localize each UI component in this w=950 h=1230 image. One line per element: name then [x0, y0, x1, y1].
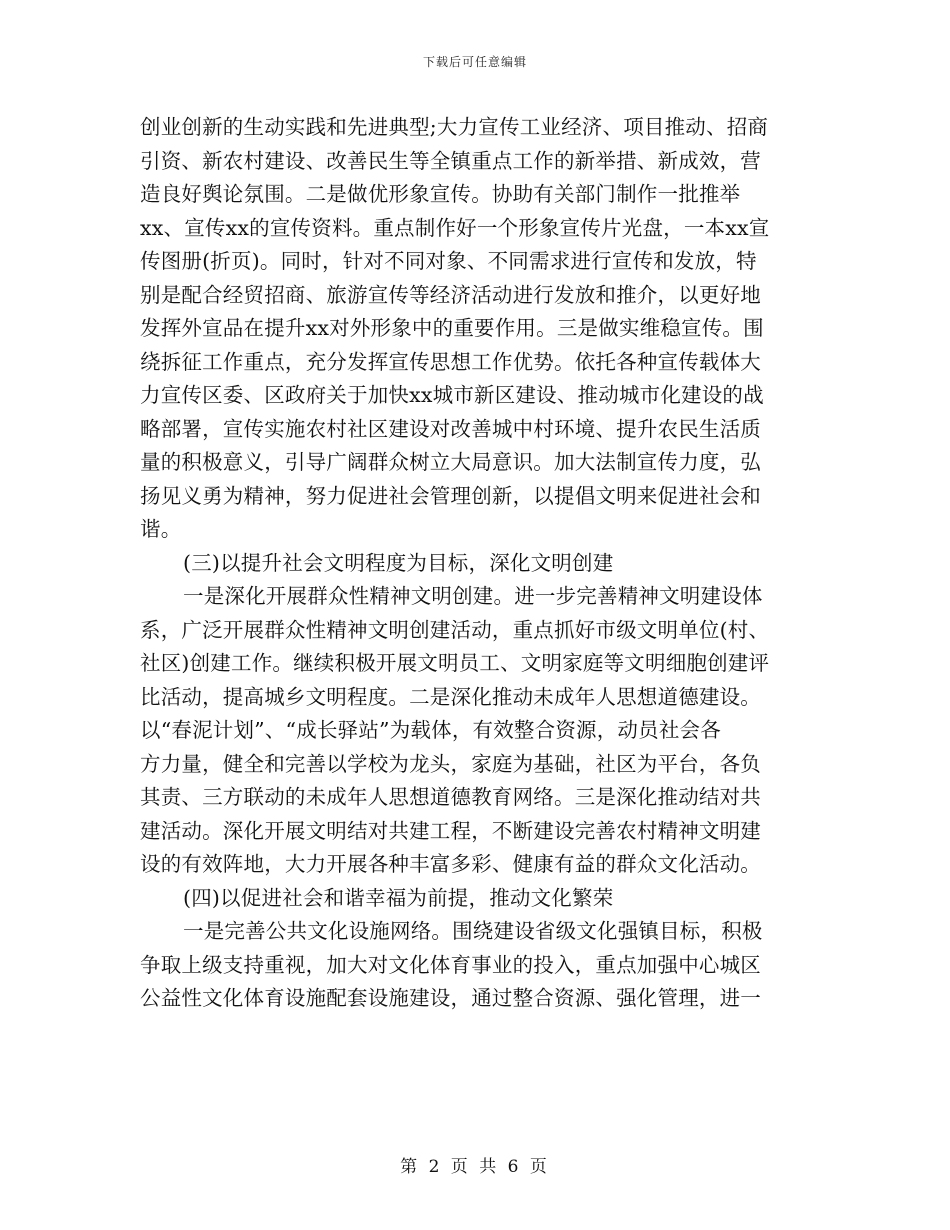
- text-line: 一是完善公共文化设施网络。围绕建设省级文化强镇目标，积极: [183, 919, 763, 943]
- text-line: 公益性文化体育设施配套设施建设，通过整合资源、强化管理，进一: [140, 986, 761, 1010]
- text-line: xx、宣传xx的宣传资料。重点制作好一个形象宣传片光盘，一本xx宣: [140, 215, 770, 240]
- text-line: 传图册(折页)。同时，针对不同对象、不同需求进行宣传和发放，特: [140, 249, 757, 273]
- text-line: 引资、新农村建设、改善民生等全镇重点工作的新举措、新成效，营: [140, 148, 761, 173]
- document-body: [140, 111, 810, 1016]
- text-line: 造良好舆论氛围。二是做优形象宣传。协助有关部门制作一批推举: [140, 182, 741, 206]
- text-line: 其责、三方联动的未成年人思想道德教育网络。三是深化推动结对共: [140, 785, 761, 809]
- text-line: 别是配合经贸招商、旅游宣传等经济活动进行发放和推介，以更好地: [140, 282, 761, 307]
- text-line: 扬见义勇为精神，努力促进社会管理创新，以提倡文明来促进社会和: [140, 483, 761, 508]
- text-line: (四)以促进社会和谐幸福为前提，推动文化繁荣: [183, 885, 614, 910]
- text-line: 一是深化开展群众性精神文明创建。进一步完善精神文明建设体: [183, 584, 763, 608]
- text-line: 谐。: [140, 517, 182, 541]
- text-line: 争取上级支持重视，加大对文化体育事业的投入，重点加强中心城区: [140, 952, 761, 977]
- text-line: 社区)创建工作。继续积极开展文明员工、文明家庭等文明细胞创建评: [140, 651, 770, 675]
- text-line: (三)以提升社会文明程度为目标，深化文明创建: [183, 550, 614, 575]
- text-line: 设的有效阵地，大力开展各种丰富多彩、健康有益的群众文化活动。: [140, 852, 761, 876]
- page-header: 下载后可任意编辑: [422, 55, 527, 69]
- text-line: 略部署，宣传实施农村社区建设对改善城中村环境、提升农民生活质: [140, 416, 761, 441]
- text-line: 创业创新的生动实践和先进典型;大力宣传工业经济、项目推动、招商: [140, 115, 769, 139]
- text-line: 建活动。深化开展文明结对共建工程，不断建设完善农村精神文明建: [140, 818, 761, 843]
- page-footer: 第 2 页 共 6 页: [400, 1157, 550, 1177]
- text-line: 绕拆征工作重点，充分发挥宣传思想工作优势。依托各种宣传载体大: [140, 349, 761, 374]
- text-line: 方力量，健全和完善以学校为龙头，家庭为基础，社区为平台，各负: [140, 751, 761, 776]
- text-line: 比活动，提高城乡文明程度。二是深化推动未成年人思想道德建设。: [140, 684, 761, 709]
- text-line: 量的积极意义，引导广阔群众树立大局意识。加大法制宣传力度，弘: [140, 450, 761, 474]
- text-line: 力宣传区委、区政府关于加快xx城市新区建设、推动城市化建设的战: [140, 383, 764, 407]
- text-line: 系，广泛开展群众性精神文明创建活动，重点抓好市级文明单位(村、: [140, 617, 770, 642]
- text-line: 以“春泥计划”、“成长驿站”为载体，有效整合资源，动员社会各: [140, 718, 721, 742]
- text-line: 发挥外宣品在提升xx对外形象中的重要作用。三是做实维稳宣传。围: [140, 316, 764, 340]
